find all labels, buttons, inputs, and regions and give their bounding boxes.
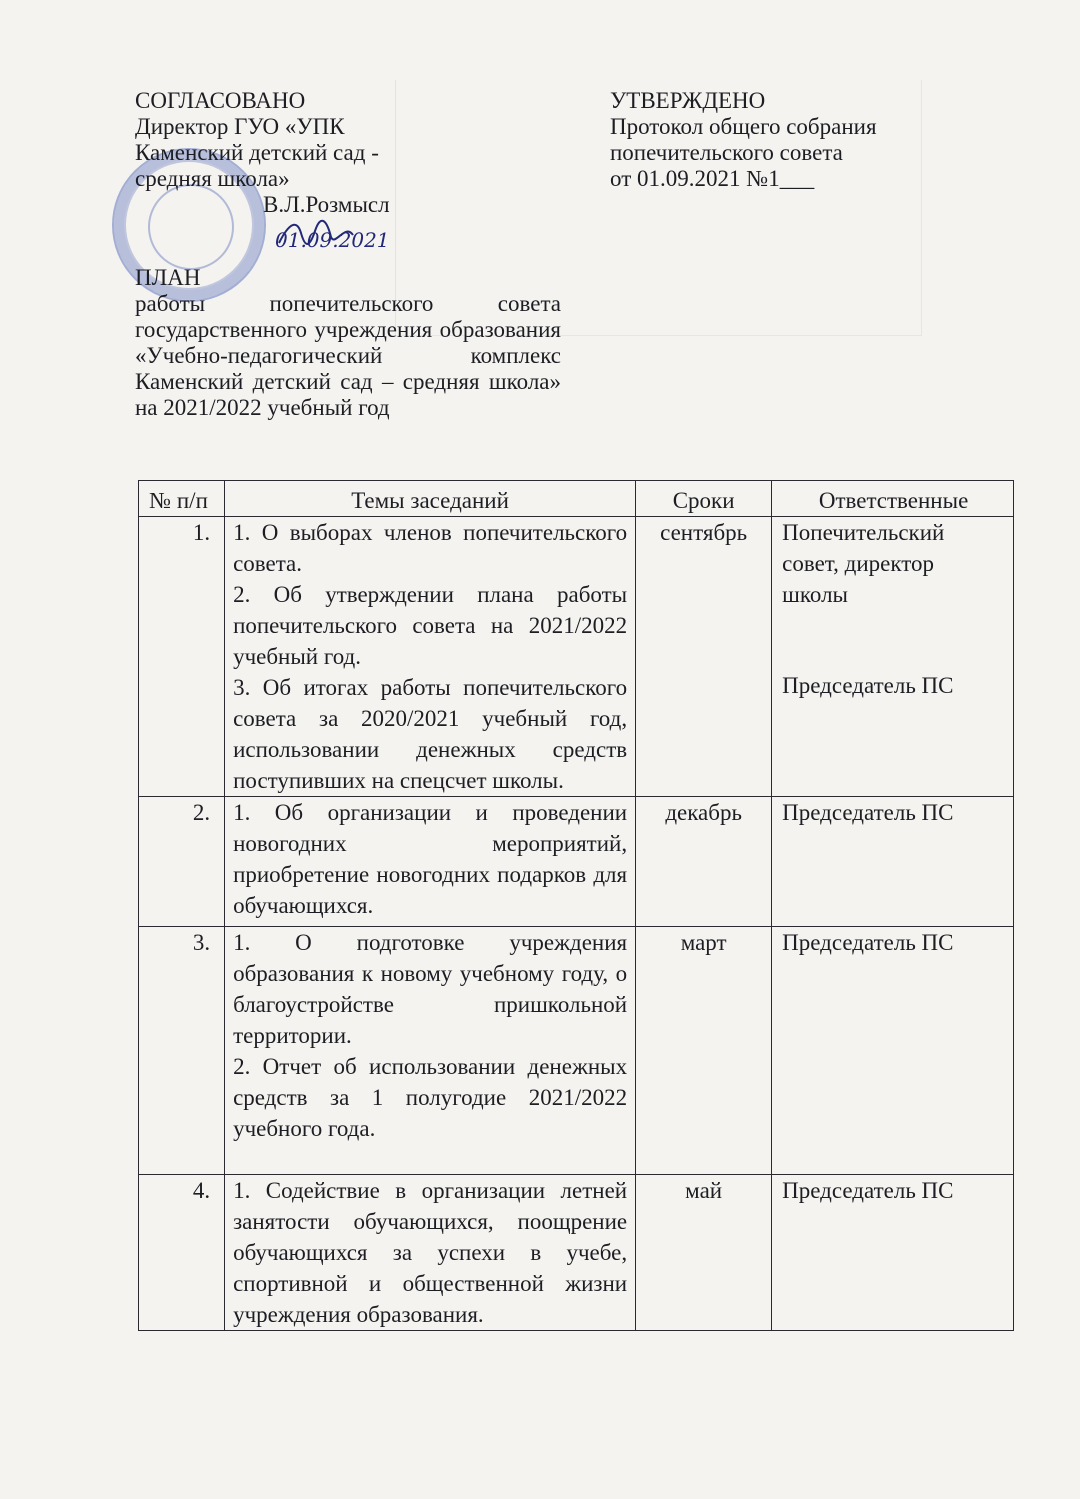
director-name: В.Л.Розмысл [263, 192, 390, 217]
plan-description: работы попечительского совета государственного учреждения образования «Учебно-педагогический комплекс Каменский детский сад – средняя школа» на 2021/2022 учебный год [135, 291, 561, 420]
handwritten-signature [275, 213, 415, 253]
header-date: Сроки [636, 481, 772, 517]
header-number: № п/п [139, 481, 225, 517]
director-position-line1: Директор ГУО «УПК [135, 114, 345, 139]
row-date: март [636, 927, 772, 1175]
table-row [139, 927, 1014, 1175]
protocol-line2: попечительского совета [610, 140, 843, 165]
row-topics [225, 797, 636, 927]
topic-item: 3. Об итогах работы попечительского совета за 2020/2021 учебный год, использовании денежных средств поступивших на спецсчет школы. [233, 675, 628, 793]
header-topic: Темы заседаний [225, 481, 636, 517]
row-responsible: Председатель ПС [772, 797, 1014, 927]
row-date: декабрь [636, 797, 772, 927]
row-topics [225, 927, 636, 1175]
protocol-line3: от 01.09.2021 №1___ [610, 166, 815, 191]
row-topics [225, 1175, 636, 1331]
row-responsible: Председатель ПС [772, 927, 1014, 1175]
director-position-line3: средняя школа» [135, 166, 290, 191]
responsible-secondary: Председатель ПС [782, 673, 954, 698]
approved-heading: УТВЕРЖДЕНО [610, 88, 766, 113]
topic-item: 1. Содействие в организации летней занятости обучающихся, поощрение обучающихся за успехи в учебе, спортивной и общественной жизни учреждения образования. [233, 1178, 628, 1327]
topic-item: 1. О подготовке учреждения образования к новому учебному году, о благоустройстве пришкольной территории. [233, 930, 628, 1048]
topic-item: 2. Об утверждении плана работы попечительского совета на 2021/2022 учебный год. [233, 582, 628, 669]
table-row [139, 1175, 1014, 1331]
row-topics [225, 517, 636, 797]
approval-block-agreed [135, 88, 435, 218]
row-number: 3. [139, 927, 225, 1175]
responsible-primary: Попечительский совет, директор школы [782, 520, 945, 607]
row-number: 4. [139, 1175, 225, 1331]
table-row [139, 797, 1014, 927]
plan-title: ПЛАН [135, 265, 201, 290]
row-number: 2. [139, 797, 225, 927]
topic-item: 2. Отчет об использовании денежных средств за 1 полугодие 2021/2022 учебного года. [233, 1054, 628, 1141]
agreed-heading: СОГЛАСОВАНО [135, 88, 306, 113]
signature-date: 01.09.2021 [275, 228, 390, 252]
director-position-line2: Каменский детский сад - [135, 140, 379, 165]
row-date: сентябрь [636, 517, 772, 797]
header-responsible: Ответственные [772, 481, 1014, 517]
table-row [139, 517, 1014, 797]
row-responsible [772, 517, 1014, 797]
topic-item: 1. Об организации и проведении новогодних мероприятий, приобретение новогодних подарков для обучающихся. [233, 800, 628, 918]
row-date: май [636, 1175, 772, 1331]
row-number: 1. [139, 517, 225, 797]
plan-table [138, 480, 1014, 1331]
table-header-row [139, 481, 1014, 517]
topic-item: 1. О выборах членов попечительского совета. [233, 520, 628, 576]
row-responsible: Председатель ПС [772, 1175, 1014, 1331]
protocol-line1: Протокол общего собрания [610, 114, 877, 139]
plan-heading-block [135, 265, 561, 421]
approval-block-approved [610, 88, 940, 192]
